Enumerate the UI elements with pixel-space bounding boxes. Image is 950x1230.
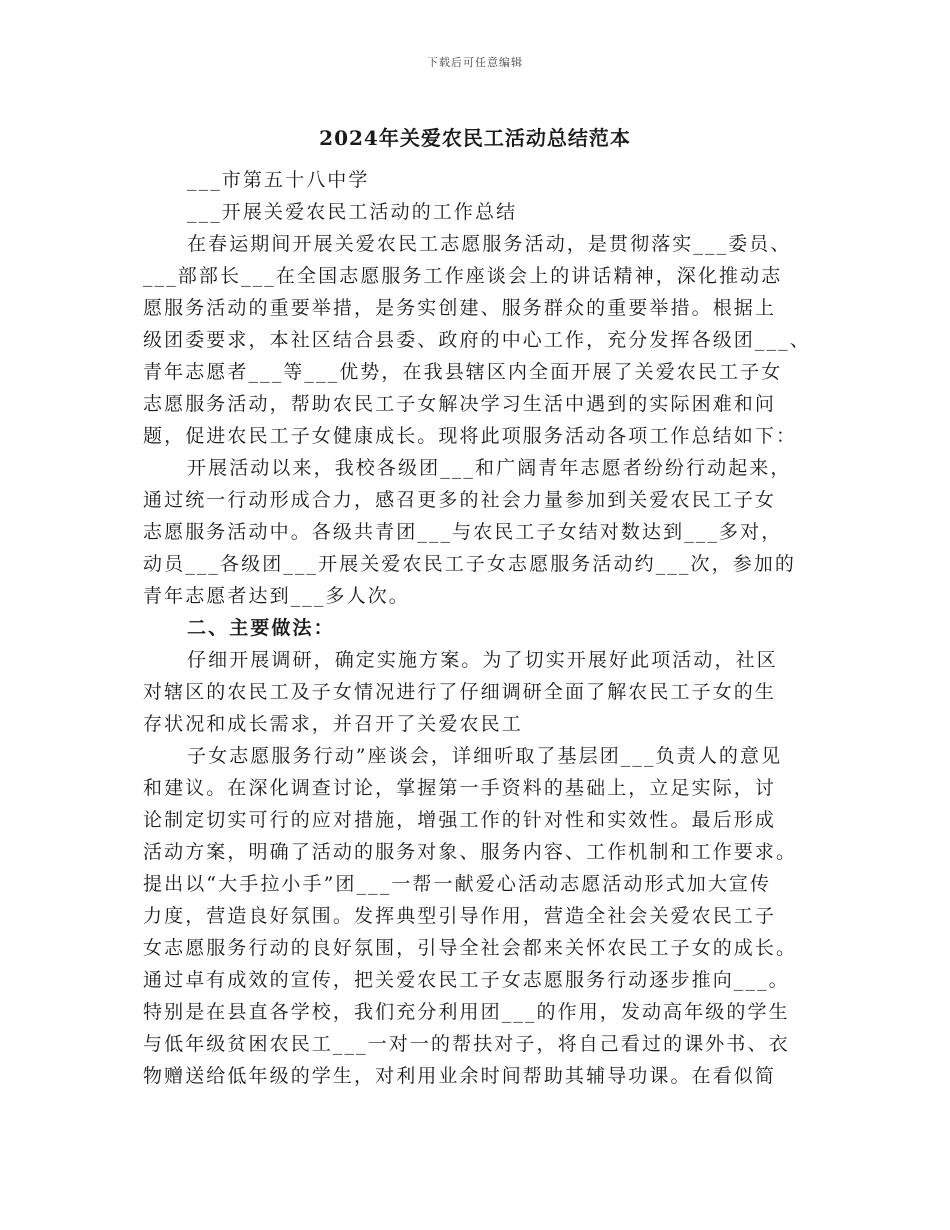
paragraph-line: 志愿服务活动中。各级共青团___与农民工子女结对数达到___多对， [143,521,783,543]
paragraph-line: 愿服务活动的重要举措，是务实创建、服务群众的重要举措。根据上 [143,297,777,319]
paragraph-line: 通过统一行动形成合力，感召更多的社会力量参加到关爱农民工子女 [143,489,777,511]
paragraph-line: ___开展关爱农民工活动的工作总结 [187,201,518,223]
paragraph-line: 对辖区的农民工及子女情况进行了仔细调研全面了解农民工子女的生 [143,681,777,703]
paragraph-line: 存状况和成长需求，并召开了关爱农民工 [143,713,523,735]
paragraph-line: 青年志愿者达到___多人次。 [143,585,410,607]
document-body [143,164,825,1092]
document-title: 2024年关爱农民工活动总结范本 [319,126,631,150]
paragraph-line: 青年志愿者___等___优势，在我县辖区内全面开展了关爱农民工子女 [143,361,783,383]
paragraph-line: 论制定切实可行的应对措施，增强工作的针对性和实效性。最后形成 [143,809,777,831]
paragraph-line: 级团委要求，本社区结合县委、政府的中心工作，充分发挥各级团___、 [143,329,811,351]
header-note: 下载后可任意编辑 [427,56,523,69]
paragraph-line: 子女志愿服务行动”座谈会，详细听取了基层团___负责人的意见 [187,745,783,767]
paragraph-line: ___部部长___在全国志愿服务工作座谈会上的讲话精神，深化推动志 [143,265,783,287]
paragraph-line: ___市第五十八中学 [187,169,370,191]
section-heading: 二、主要做法： [187,617,335,639]
paragraph-line: 物赠送给低年级的学生，对利用业余时间帮助其辅导功课。在看似简 [143,1065,777,1087]
paragraph-line: 提出以“大手拉小手”团___一帮一献爱心活动志愿活动形式加大宣传 [143,873,772,895]
paragraph-line: 女志愿服务行动的良好氛围，引导全社会都来关怀农民工子女的成长。 [143,937,798,959]
paragraph-line: 和建议。在深化调查讨论，掌握第一手资料的基础上，立足实际，讨 [143,777,777,799]
paragraph-line: 力度，营造良好氛围。发挥典型引导作用，营造全社会关爱农民工子 [143,905,777,927]
paragraph-line: 开展活动以来，我校各级团___和广阔青年志愿者纷纷行动起来， [187,457,792,479]
paragraph-line: 在春运期间开展关爱农民工志愿服务活动，是贯彻落实___委员、 [187,233,792,255]
paragraph-line: 通过卓有成效的宣传，把关爱农民工子女志愿服务行动逐步推向___。 [143,969,790,991]
paragraph-line: 动员___各级团___开展关爱农民工子女志愿服务活动约___次，参加的 [143,553,797,575]
paragraph-line: 仔细开展调研，确定实施方案。为了切实开展好此项活动，社区 [187,649,778,671]
paragraph-line: 活动方案，明确了活动的服务对象、服务内容、工作机制和工作要求。 [143,841,798,863]
paragraph-line: 与低年级贫困农民工___一对一的帮扶对子，将自己看过的课外书、衣 [143,1033,790,1055]
paragraph-line: 题，促进农民工子女健康成长。现将此项服务活动各项工作总结如下： [143,425,798,447]
paragraph-line: 志愿服务活动，帮助农民工子女解决学习生活中遇到的实际困难和问 [143,393,777,415]
paragraph-line: 特别是在县直各学校，我们充分利用团___的作用，发动高年级的学生 [143,1001,790,1023]
